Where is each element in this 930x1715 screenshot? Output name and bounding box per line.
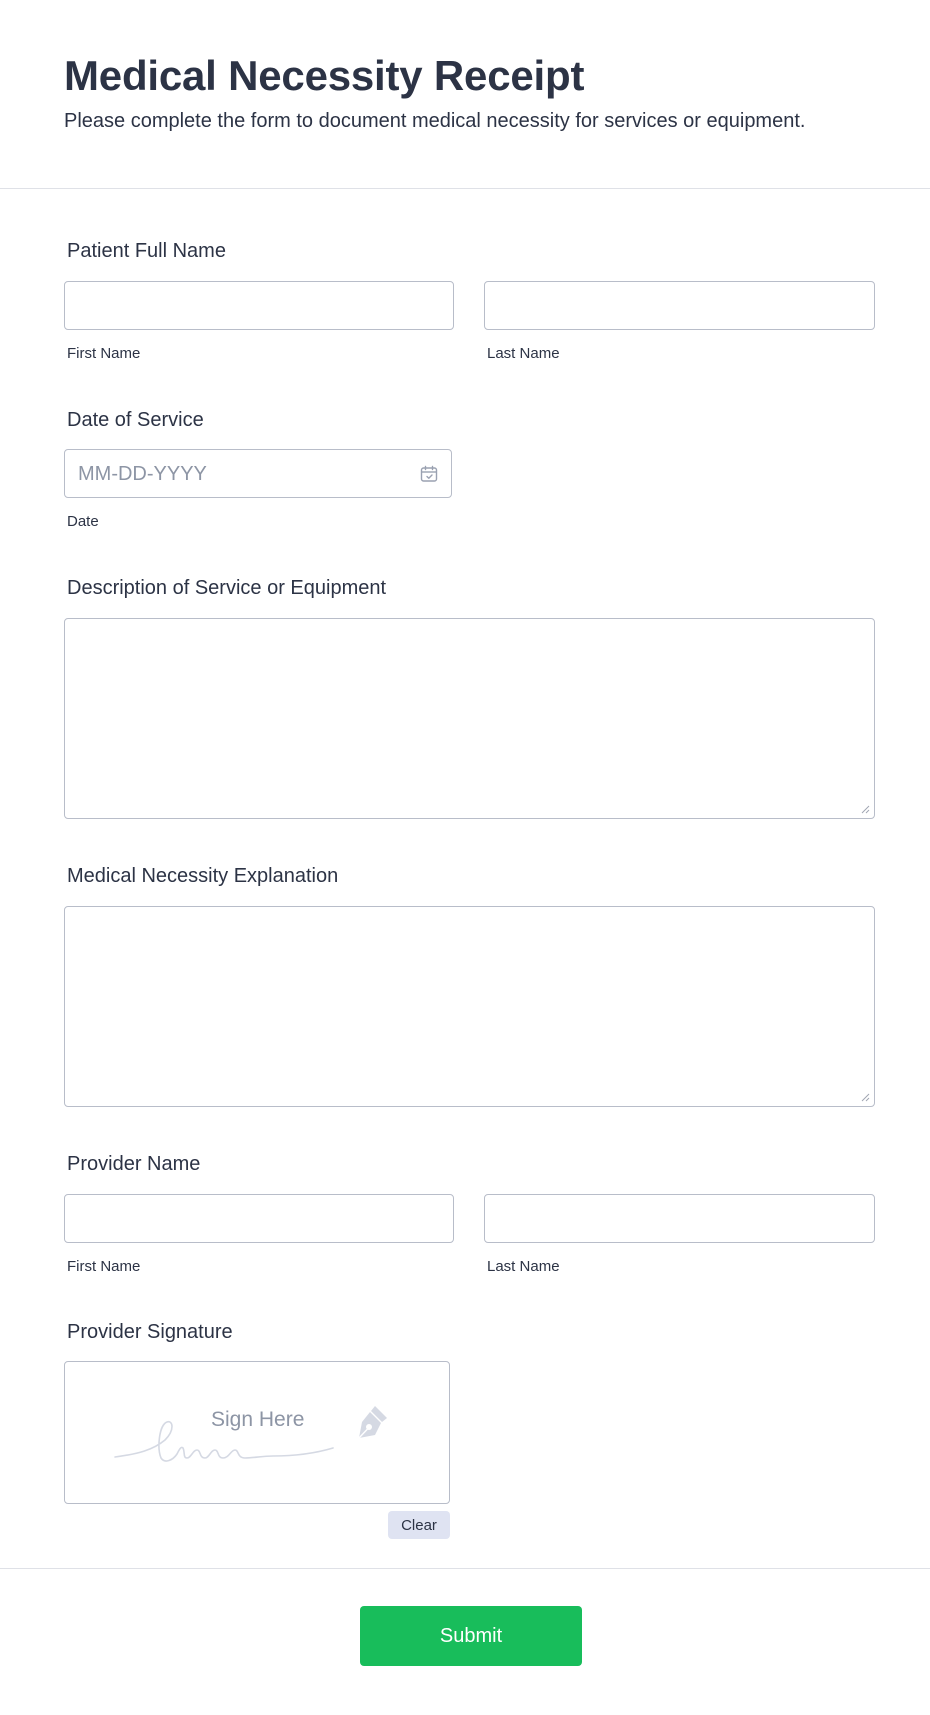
provider-name-label: Provider Name [67, 1153, 201, 1175]
signature-pad[interactable] [64, 1361, 450, 1504]
patient-last-name-sublabel: Last Name [487, 345, 560, 362]
provider-first-name-sublabel: First Name [67, 1258, 141, 1275]
description-textarea[interactable] [64, 618, 875, 819]
description-label: Description of Service or Equipment [67, 577, 387, 599]
form-header [0, 0, 930, 189]
patient-last-name-input[interactable] [484, 281, 875, 330]
date-of-service-input[interactable] [64, 449, 452, 498]
provider-signature-label: Provider Signature [67, 1321, 233, 1343]
provider-last-name-input[interactable] [484, 1194, 875, 1243]
resize-handle-icon[interactable] [860, 1092, 870, 1102]
clear-signature-button[interactable]: Clear [388, 1511, 450, 1539]
patient-first-name-sublabel: First Name [67, 345, 141, 362]
page-subtitle: Please complete the form to document medical necessity for services or equipment. [64, 110, 806, 132]
sign-here-prompt: Sign Here [211, 1408, 305, 1431]
date-sublabel: Date [67, 513, 99, 530]
calendar-icon[interactable] [419, 464, 439, 484]
patient-name-label: Patient Full Name [67, 240, 226, 262]
explanation-textarea[interactable] [64, 906, 875, 1107]
patient-first-name-input[interactable] [64, 281, 454, 330]
footer-divider [0, 1568, 930, 1569]
submit-button[interactable]: Submit [360, 1606, 582, 1666]
provider-first-name-input[interactable] [64, 1194, 454, 1243]
date-of-service-label: Date of Service [67, 409, 204, 431]
date-placeholder: MM-DD-YYYY [78, 463, 207, 485]
pen-nib-icon [349, 1402, 391, 1444]
resize-handle-icon[interactable] [860, 804, 870, 814]
provider-last-name-sublabel: Last Name [487, 1258, 560, 1275]
explanation-label: Medical Necessity Explanation [67, 865, 339, 887]
page-title: Medical Necessity Receipt [64, 52, 585, 99]
